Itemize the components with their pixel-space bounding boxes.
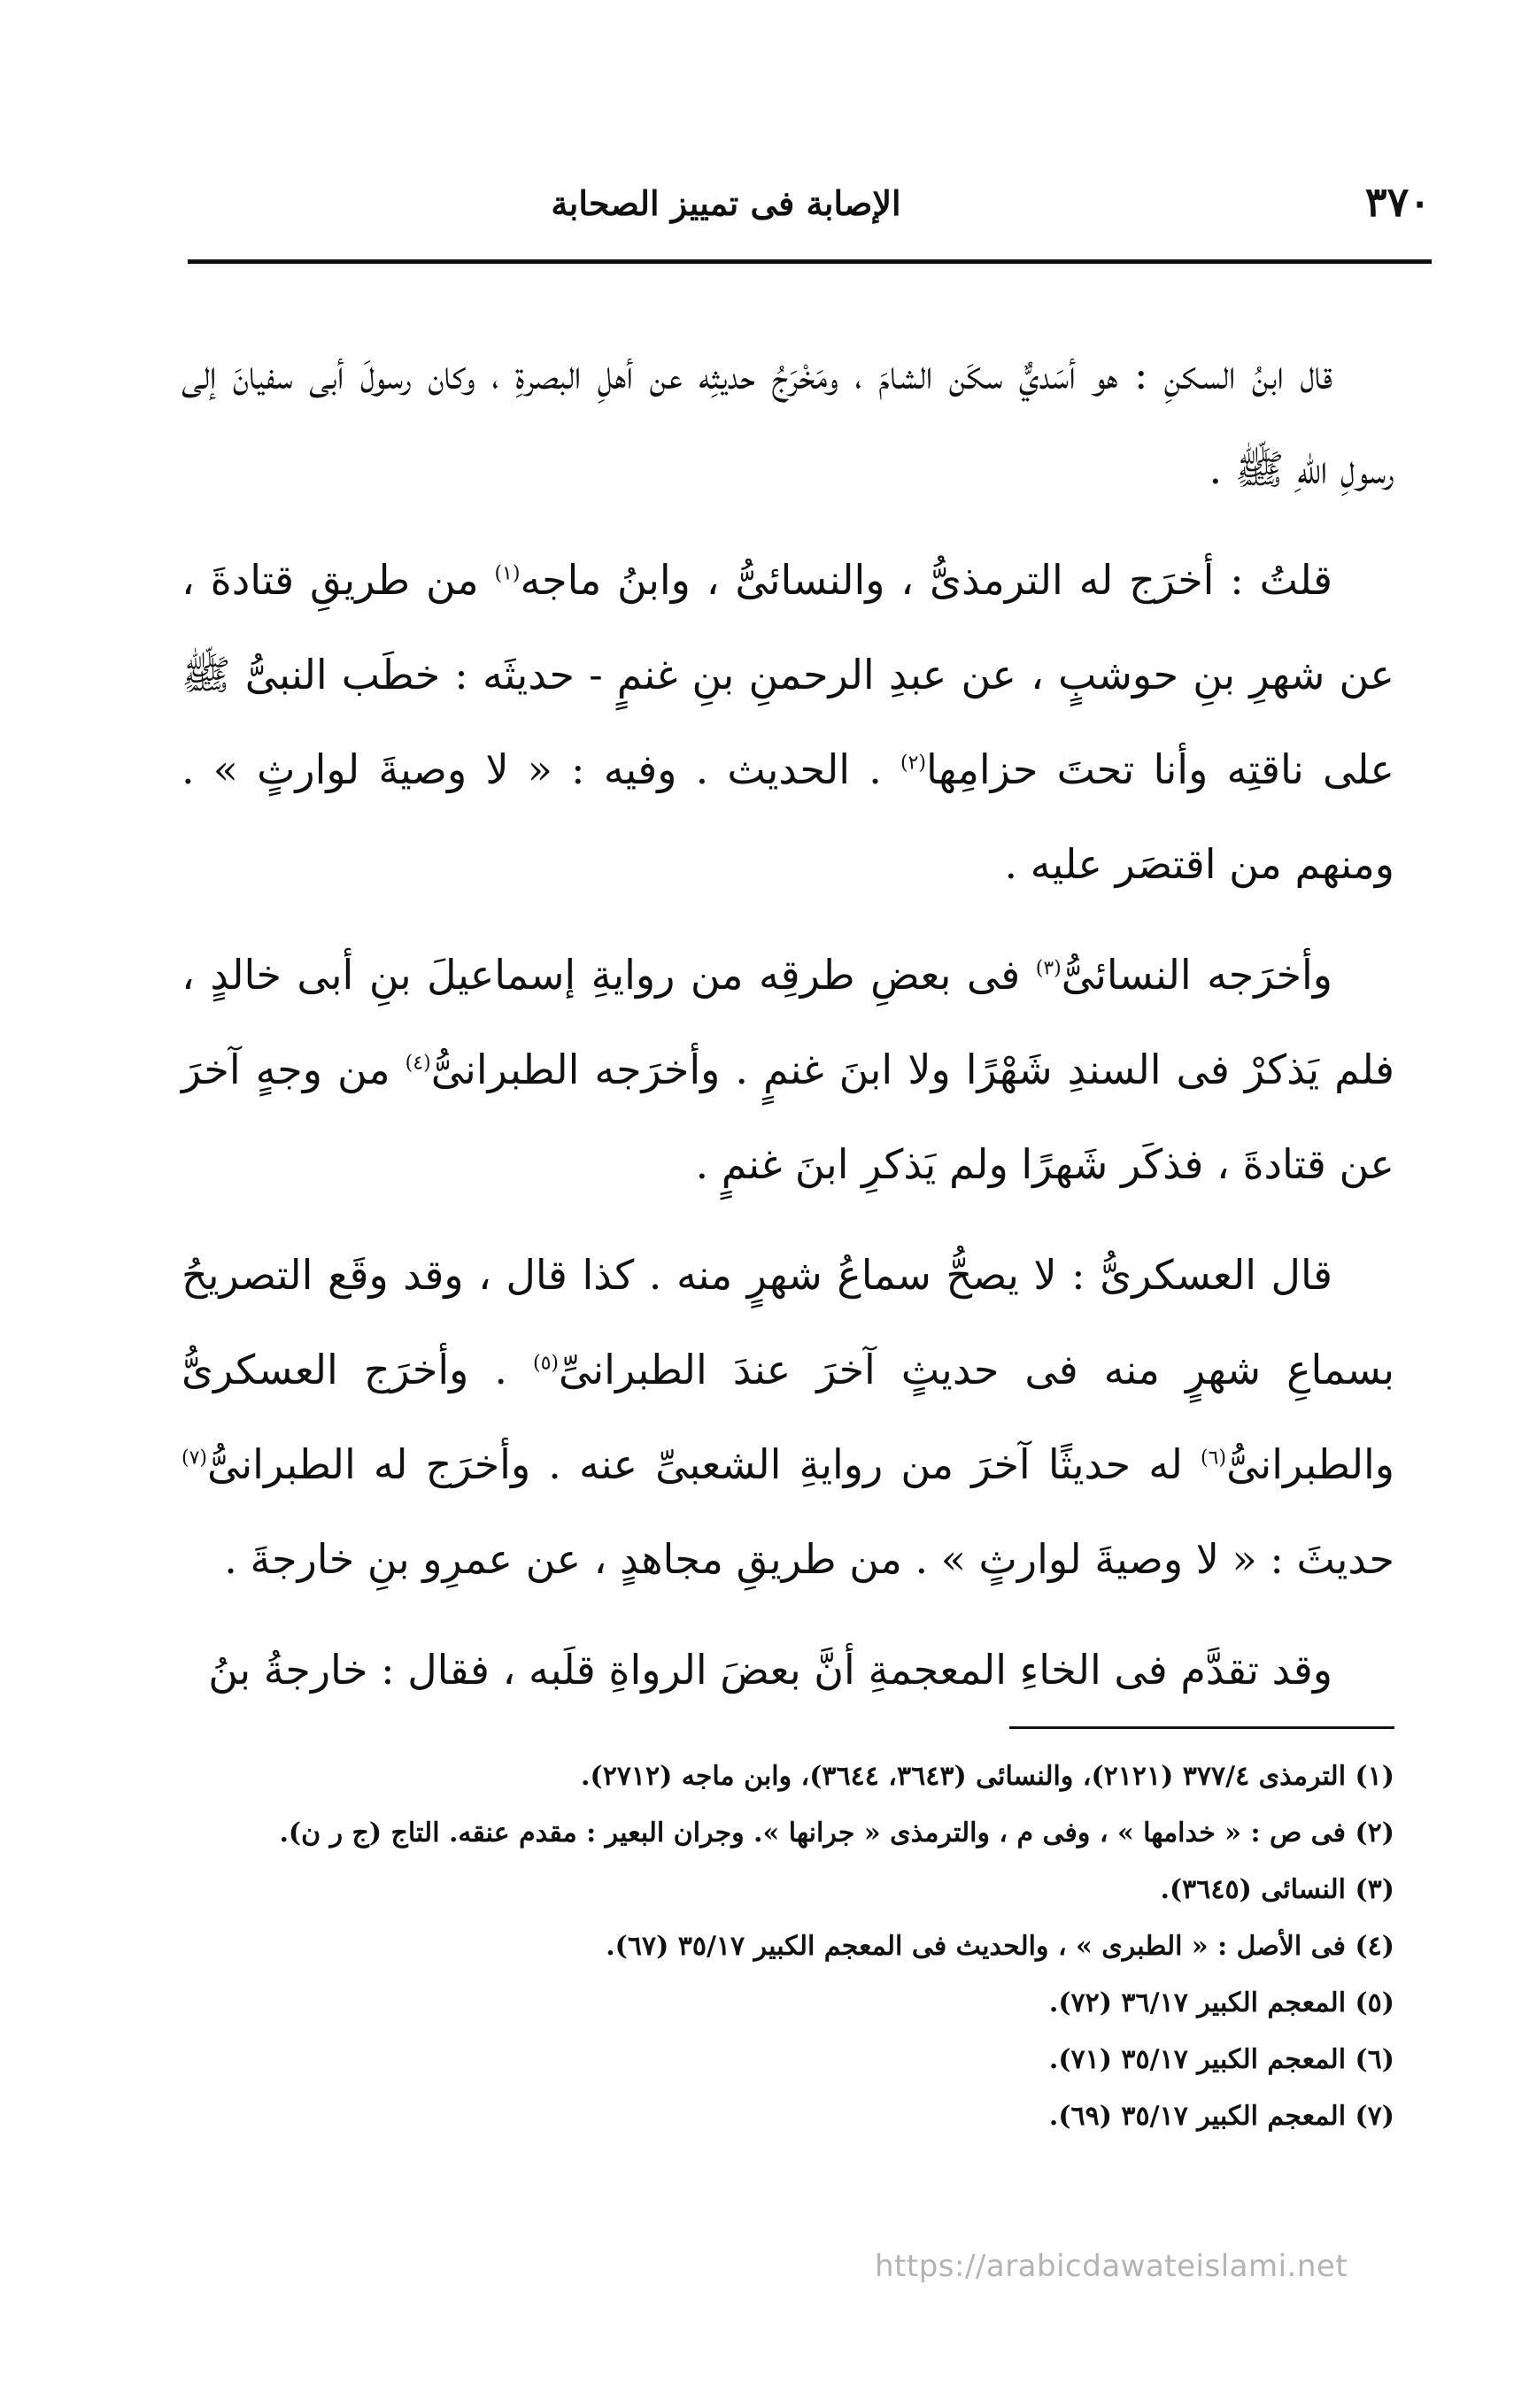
footnote-ref-5: (٥) [533, 1352, 560, 1375]
footnote-7: (٧) المعجم الكبير ٣٥/١٧ (٦٩). [1048, 2101, 1394, 2132]
footnote-ref-2: (٢) [900, 752, 927, 775]
paragraph-5-text: وقد تقدَّم فى الخاءِ المعجمةِ أنَّ بعضَ الرواةِ قلَبه ، فقال : خارجةُ بنُ [208, 1646, 1332, 1694]
paragraph-4-text-a: قال العسكرىُّ : لا يصحُّ سماعُ شهرٍ منه . كذا قال ، وقد وقَع التصريحُ بسماعِ شهرٍ منه فى حديثٍ آخرَ عندَ الطبرانىِّ [182, 1251, 1395, 1393]
footnote-4: (٤) فى الأصل : « الطبرى » ، والحديث فى المعجم الكبير ٣٥/١٧ (٦٧). [606, 1931, 1394, 1962]
paragraph-2-text-c: . الحديث . وفيه : « لا وصيةَ لوارثٍ » . ومنهم من اقتصَر عليه . [182, 745, 1394, 888]
footnote-rule [1009, 1726, 1394, 1729]
main-text [182, 328, 1394, 1733]
paragraph-2-text-b: من طريقِ قتادةَ ، عن شهرِ بنِ حوشبٍ ، عن عبدِ الرحمنِ بنِ غنمٍ - حديثَه : خطَب النبىُّ ﷺ على ناقتِه وأنا تحتَ حزامِها [182, 556, 1394, 793]
footnote-ref-6: (٦) [1201, 1447, 1227, 1470]
paragraph-2 [182, 533, 1394, 912]
running-header-title: الإصابة فى تمييز الصحابة [551, 183, 901, 223]
paragraph-4-text-b: . وأخرَج العسكرىُّ والطبرانىُّ [182, 1346, 1394, 1488]
footnote-ref-1: (١) [494, 562, 521, 585]
watermark-url: https://arabicdawateislami.net [875, 2249, 1348, 2284]
paragraph-3-text-c: من وجهٍ آخرَ عن قتادةَ ، فذكَر شَهرًا ولم يَذكرِ ابنَ غنمٍ . [182, 1046, 1394, 1188]
footnote-2: (٢) فى ص : « خدامها » ، وفى م ، والترمذى « جرانها ». وجران البعير : مقدم عنقه. التاج (ج ر ن). [279, 1818, 1394, 1848]
paragraph-3 [182, 928, 1394, 1212]
footnote-ref-3: (٣) [1035, 957, 1062, 980]
footnote-6: (٦) المعجم الكبير ٣٥/١٧ (٧١). [1048, 2044, 1394, 2075]
page-number: ٣٧٠ [1364, 178, 1431, 226]
header-rule [188, 259, 1432, 264]
paragraph-1-text: قال ابنُ السكنِ : هو أسَديٌّ سكَن الشامَ ، ومَخْرَجُ حديثِه عن أهلِ البصرةِ ، وكان رسولَ أبى سفيانَ إلى رسولِ اللهِ ﷺ . [182, 351, 1394, 493]
paragraph-3-text-a: وأخرَجه النسائىُّ [1061, 951, 1333, 999]
paragraph-4-text-d: حديثَ : « لا وصيةَ لوارثٍ » . من طريقِ مجاهدٍ ، عن عمرِو بنِ خارجةَ . [224, 1535, 1394, 1583]
footnote-ref-4: (٤) [405, 1052, 431, 1075]
paragraph-2-text-a: قلتُ : أخرَج له الترمذىُّ ، والنسائىُّ ، وابنُ ماجه [520, 556, 1332, 604]
footnote-5: (٥) المعجم الكبير ٣٦/١٧ (٧٢). [1048, 1987, 1394, 2018]
footnotes [182, 1748, 1394, 2145]
paragraph-5 [182, 1623, 1394, 1717]
footnote-ref-7: (٧) [182, 1447, 208, 1470]
paragraph-1 [182, 328, 1394, 517]
paragraph-3-text-b: فى بعضِ طرقِه من روايةِ إسماعيلَ بنِ أبى خالدٍ ، فلم يَذكرْ فى السندِ شَهْرًا ولا ابنَ غنمٍ . وأخرَجه الطبرانىُّ [182, 951, 1394, 1093]
footnote-1: (١) الترمذى ٣٧٧/٤ (٢١٢١)، والنسائى (٣٦٤٣، ٣٦٤٤)، وابن ماجه (٢٧١٢). [581, 1761, 1394, 1792]
paragraph-4-text-c: له حديثًا آخرَ من روايةِ الشعبىِّ عنه . وأخرَج له الطبرانىُّ [207, 1440, 1201, 1488]
paragraph-4 [182, 1228, 1394, 1607]
footnote-3: (٣) النسائى (٣٦٤٥). [1160, 1874, 1394, 1905]
